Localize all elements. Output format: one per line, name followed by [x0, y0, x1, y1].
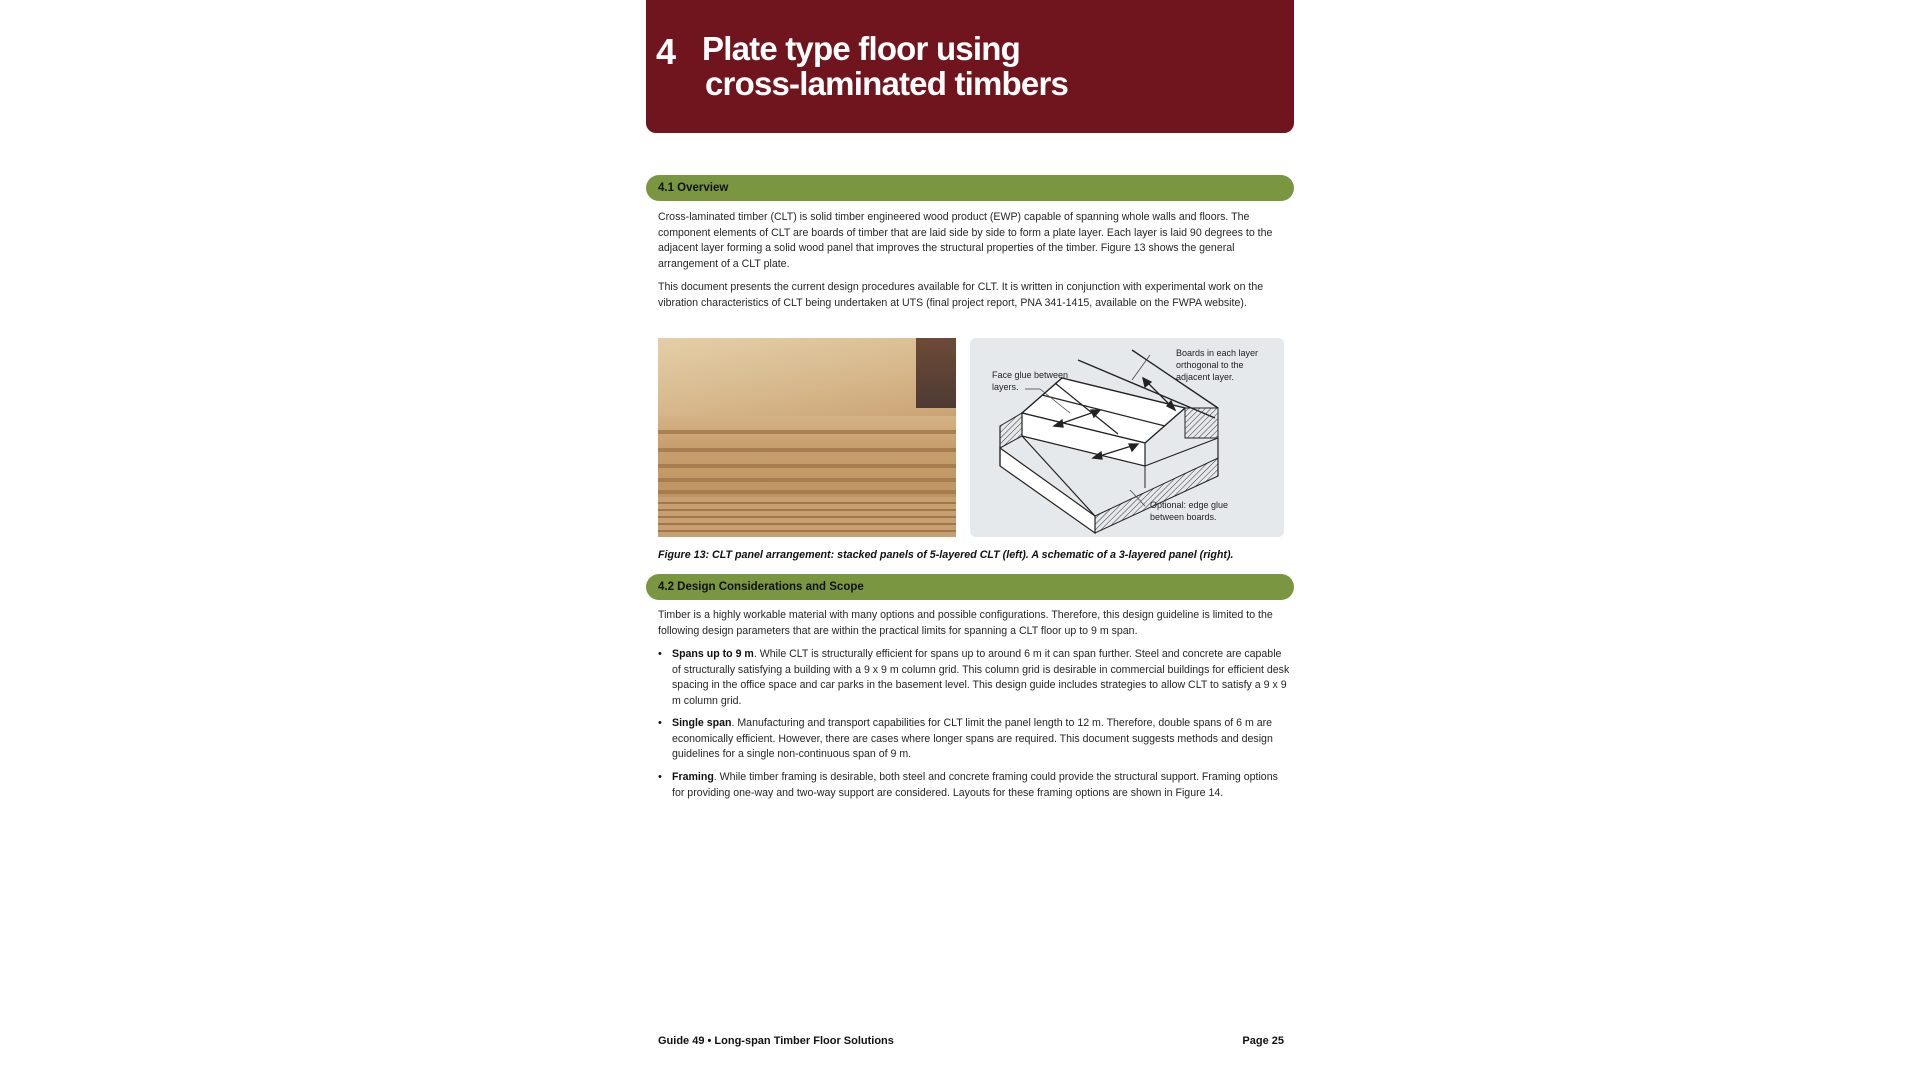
bullet-icon: •	[658, 771, 662, 783]
list-item-lead: Single span	[672, 717, 732, 729]
overview-paragraph-2: This document presents the current design procedures available for CLT. It is written in conjunction with experimental work on the vibration characteristics of CLT being undertaken at UTS (final project report, PNA 341-1415, available on the FWPA website).	[658, 281, 1264, 309]
clt-schematic-diagram	[970, 338, 1284, 537]
list-item-body: . While CLT is structurally efficient for spans up to around 6 m it can span further. Steel and concrete are capable of structurally satisfying a building with a 9 x 9 m column grid. This column grid is desirable in commercial buildings for efficient desk spacing in the office space and car parks in the basement level. This design guide includes strategies to allow CLT to satisfy a 9 x 9 m column grid.	[672, 648, 1290, 707]
boards-orthogonal-label: Boards in each layer orthogonal to the adjacent layer.	[1176, 348, 1259, 382]
chapter-number: 4	[656, 31, 676, 72]
chapter-banner	[646, 0, 1294, 133]
list-item-lead: Framing	[672, 771, 714, 783]
list-item-text	[672, 716, 1290, 763]
list-item-lead: Spans up to 9 m	[672, 648, 754, 660]
chapter-title-line-2: cross-laminated timbers	[705, 65, 1069, 102]
chapter-title	[702, 31, 1068, 101]
list-item-text	[672, 770, 1290, 801]
section-heading-design-considerations: 4.2 Design Considerations and Scope	[646, 574, 1294, 600]
design-intro-paragraph: Timber is a highly workable material with many options and possible configurations. Therefore, this design guideline is limited to the following design parameters that are within the practical limits for spanning a CLT floor up to 9 m span.	[658, 609, 1273, 637]
edge-glue-label: Optional: edge glue between boards.	[1150, 500, 1229, 522]
face-glue-label: Face glue between layers.	[992, 370, 1069, 392]
list-item-body: . While timber framing is desirable, both steel and concrete framing could provide the structural support. Framing options for providing one-way and two-way support are considered. Layouts for these framing options are shown in Figure 14.	[672, 771, 1278, 799]
bullet-icon: •	[658, 717, 662, 729]
bullet-icon: •	[658, 648, 662, 660]
clt-stacked-panels-photo	[658, 338, 956, 537]
chapter-title-line-1: Plate type floor using	[702, 30, 1020, 67]
footer-page-number: Page 25	[1242, 1035, 1284, 1047]
section-heading-overview: 4.1 Overview	[646, 175, 1294, 201]
figure-caption: Figure 13: CLT panel arrangement: stacked panels of 5-layered CLT (left). A schematic of a 3-layered panel (right).	[658, 549, 1234, 561]
overview-paragraph-1: Cross-laminated timber (CLT) is solid timber engineered wood product (EWP) capable of spanning whole walls and floors. The component elements of CLT are boards of timber that are laid side by side to form a plate layer. Each layer is laid 90 degrees to the adjacent layer forming a solid wood panel that improves the structural properties of the timber. Figure 13 shows the general arrangement of a CLT plate.	[658, 211, 1273, 270]
footer-guide-title: Guide 49 • Long-span Timber Floor Solutions	[658, 1035, 894, 1047]
list-item-text	[672, 647, 1290, 709]
list-item-body: . Manufacturing and transport capabilities for CLT limit the panel length to 12 m. Therefore, double spans of 6 m are economically efficient. However, there are cases where longer spans are required. This document suggests methods and design guidelines for a single non-continuous span of 9 m.	[672, 717, 1273, 760]
